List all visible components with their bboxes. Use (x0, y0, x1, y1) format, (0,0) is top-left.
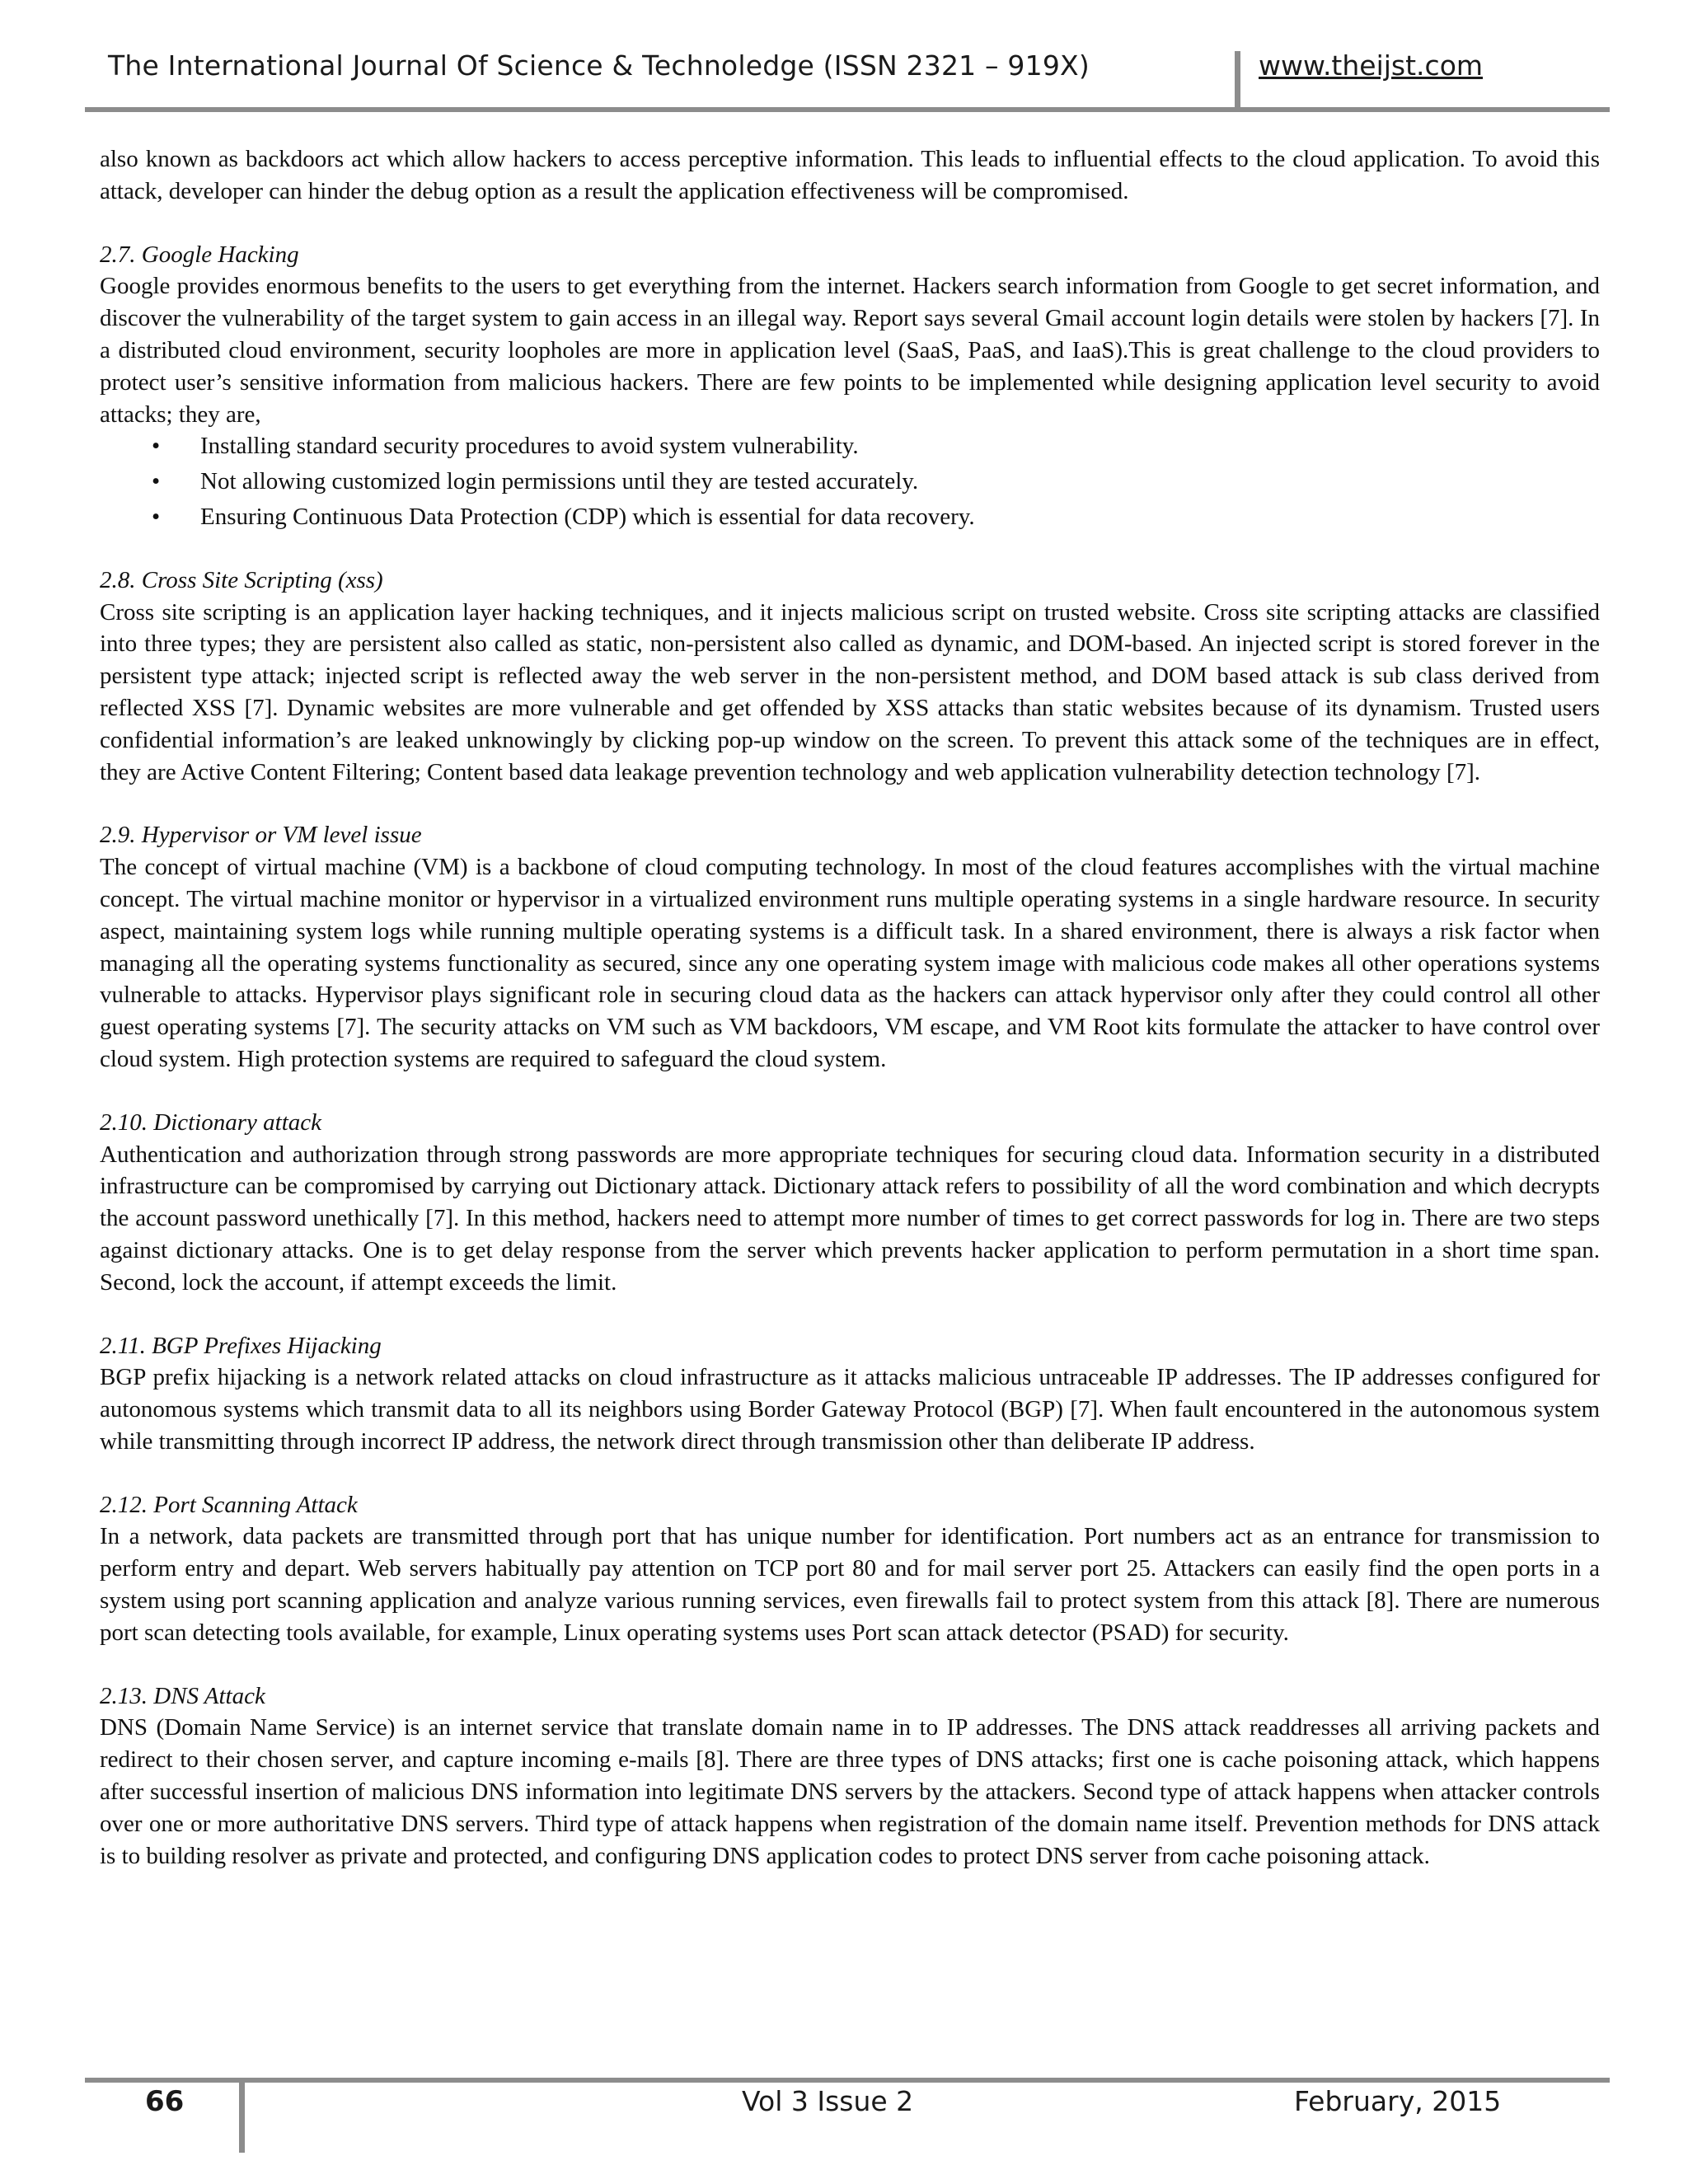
header-rule (85, 107, 1610, 112)
section-dns-attack (100, 1680, 1600, 1872)
section-paragraph: The concept of virtual machine (VM) is a backbone of cloud computing technology. In most of the cloud features accomplishes with the virtual machine concept. The virtual machine monitor or hypervisor in a virtualized environment runs multiple operating systems in a single hardware resource. In security aspect, maintaining system logs while running multiple operating systems is a difficult task. In a shared environment, there is always a risk factor when managing all the operating systems functionality as secured, since any one operating system image with malicious code makes all other operations systems vulnerable to attacks. Hypervisor plays significant role in securing cloud data as the hackers can attack hypervisor only after they could control all other guest operating systems [7]. The security attacks on VM such as VM backdoors, VM escape, and VM Root kits formulate the attacker to have control over cloud system. High protection systems are required to safeguard the cloud system. (100, 854, 1600, 1072)
section-title: 2.7. Google Hacking (100, 241, 299, 268)
section-title: 2.8. Cross Site Scripting (xss) (100, 566, 383, 593)
section-paragraph: Authentication and authorization through strong passwords are more appropriate techniques for securing cloud data. Information security in a distributed infrastructure can be compromised by carrying out Dictionary attack. Dictionary attack refers to possibility of all the word combination and which decrypts the account password unethically [7]. In this method, hackers need to attempt more number of times to get correct passwords for log in. There are two steps against dictionary attacks. One is to get delay response from the server which prevents hacker application to perform permutation in a short time span. Second, lock the account, if attempt exceeds the limit. (100, 1141, 1600, 1296)
bullet-item (100, 466, 1600, 498)
footer-divider (239, 2083, 245, 2153)
bullet-icon: • (152, 468, 161, 495)
section-title: 2.11. BGP Prefixes Hijacking (100, 1332, 382, 1359)
bullet-item (100, 430, 1600, 462)
section-hypervisor (100, 819, 1600, 1075)
bullet-text: Installing standard security procedures to avoid system vulnerability. (200, 433, 859, 460)
section-title: 2.12. Port Scanning Attack (100, 1491, 358, 1518)
bullet-text: Not allowing customized login permissions until they are tested accurately. (200, 468, 919, 495)
page-number: 66 (145, 2085, 185, 2118)
journal-website-link[interactable]: www.theijst.com (1259, 49, 1484, 82)
section-paragraph: BGP prefix hijacking is a network related attacks on cloud infrastructure as it attacks malicious untraceable IP addresses. The IP addresses configured for autonomous systems which transmit data to all its neighbors using Border Gateway Protocol (BGP) [7]. When fault encountered in the autonomous system while transmitting through incorrect IP address, the network direct through transmission other than deliberate IP address. (100, 1364, 1600, 1455)
bullet-item (100, 501, 1600, 533)
section-paragraph: Cross site scripting is an application layer hacking techniques, and it injects malicious script on trusted website. Cross site scripting attacks are classified into three types; they are persistent also called as static, non-persistent also called as dynamic, and DOM-based. An injected script is stored forever in the persistent type attack; injected script is reflected away the web server in the non-persistent method, and DOM based attack is sub class derived from reflected XSS [7]. Dynamic websites are more vulnerable and get offended by XSS attacks than static websites because of its dynamism. Trusted users confidential information’s are leaked unknowingly by clicking pop-up window on the screen. To prevent this attack some of the techniques are in effect, they are Active Content Filtering; Content based data leakage prevention technology and web application vulnerability detection technology [7]. (100, 598, 1600, 785)
section-title: 2.9. Hypervisor or VM level issue (100, 822, 422, 849)
journal-title: The International Journal Of Science & Technoledge (ISSN 2321 – 919X) (108, 49, 1090, 82)
section-paragraph: In a network, data packets are transmitted through port that has unique number for identification. Port numbers act as an entrance for transmission to perform entry and depart. Web servers habitually pay attention on TCP port 80 and for mail server port 25. Attackers can easily find the open ports in a system using port scanning application and analyze various running services, even firewalls fail to protect system from this attack [8]. There are numerous port scan detecting tools available, for example, Linux operating systems uses Port scan attack detector (PSAD) for security. (100, 1523, 1600, 1646)
bullet-list (100, 430, 1600, 532)
section-dictionary-attack (100, 1107, 1600, 1299)
section-google-hacking (100, 239, 1600, 533)
section-bgp-hijacking (100, 1330, 1600, 1458)
section-paragraph: Google provides enormous benefits to the users to get everything from the internet. Hackers search information from Google to get secret information, and discover the vulnerability of the target system to gain access in an illegal way. Report says several Gmail account login details were stolen by hackers [7]. In a distributed cloud environment, security loopholes are more in application level (SaaS, PaaS, and IaaS).This is great challenge to the cloud providers to protect user’s sensitive information from malicious hackers. There are few points to be implemented while designing application level security to avoid attacks; they are, (100, 273, 1600, 428)
section-cross-site-scripting (100, 565, 1600, 789)
volume-issue: Vol 3 Issue 2 (742, 2085, 914, 2117)
section-paragraph: DNS (Domain Name Service) is an internet service that translate domain name in to IP addresses. The DNS attack readdresses all arriving packets and redirect to their chosen server, and capture incoming e-mails [8]. There are three types of DNS attacks; first one is cache poisoning attack, which happens after successful insertion of malicious DNS information into legitimate DNS servers by the attackers. Second type of attack happens when attacker controls over one or more authoritative DNS servers. Third type of attack happens when registration of the domain name itself. Prevention methods for DNS attack is to building resolver as private and protected, and configuring DNS application codes to protect DNS server from cache poisoning attack. (100, 1714, 1600, 1869)
page-header (0, 0, 1688, 115)
bullet-icon: • (152, 503, 161, 530)
header-divider (1235, 51, 1240, 109)
section-port-scanning (100, 1489, 1600, 1649)
bullet-icon: • (152, 433, 161, 460)
footer-rule (85, 2078, 1610, 2083)
article-body (100, 143, 1600, 1872)
section-title: 2.13. DNS Attack (100, 1682, 265, 1709)
issue-date: February, 2015 (1294, 2085, 1502, 2117)
intro-paragraph: also known as backdoors act which allow hackers to access perceptive information. This leads to influential effects to the cloud application. To avoid this attack, developer can hinder the debug option as a result the application effectiveness will be compromised. (100, 146, 1600, 204)
section-title: 2.10. Dictionary attack (100, 1108, 322, 1136)
bullet-text: Ensuring Continuous Data Protection (CDP) which is essential for data recovery. (200, 503, 975, 530)
